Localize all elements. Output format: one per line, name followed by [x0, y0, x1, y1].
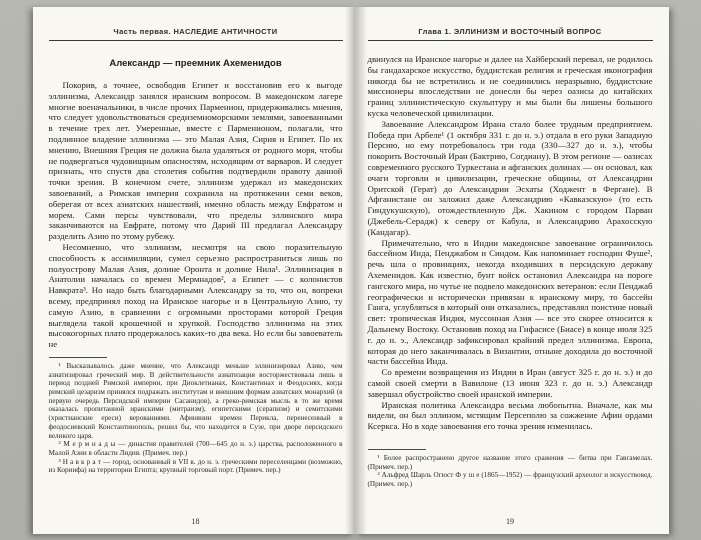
- page-number-right: 19: [506, 517, 514, 526]
- paragraph: Со времени возвращения из Индии в Иран (август 325 г. до н. э.) и до самой своей смерти в Вавилоне (13 июня 323 г. до н. э.) Александр завершал обустройство своей иранской империи.: [367, 367, 653, 399]
- footnote: ² М е р м н а д ы — династия правителей (700—645 до н. э.) царства, расположенного в Малой Азии в области Лидия. (Примеч. пер.): [48, 440, 343, 457]
- paragraph: двинулся на Иранское нагорье и далее на Хайберский перевал, не родилось бы гандахарское искусство, буддистская религия и греческая иконография никогда бы не встретились и не соединились неразрывно, буддистские миссионеры впоследствии не донесли бы через оазисы до китайских границ эллинистическую скульптуру и мы были бы лишены большого куска человеческой цивилизации.: [367, 54, 653, 118]
- paragraph: Иранская политика Александра весьма любопытна. Вначале, как мы видели, он был эллином, мстящим Персеполю за сожжение Афин ордами Ксеркса. Но в ходе завоевания его точка зрения изменилась.: [367, 399, 653, 432]
- section-title: Александр — преемник Ахеменидов: [109, 58, 282, 69]
- footnote: ¹ Более распространено другое название этого сражения — битва при Гавгамелах. (Примеч. пер.): [367, 453, 653, 471]
- paragraph: Завоевание Александром Ирана стало более трудным предприятием. Победа при Арбеле¹ (1 октября 331 г. до н. э.) отдала в его руки Западную Персию, но ему потребовалось три года (330—327 до н. э.), чтобы покорить Восточный Иран (Бактрию, Согдиану). В этом регионе — оазисах современного русского Туркестана и афганских долинах — он основал, как очаги торговли и цивилизации, греческие общины, от Александрии Оритской (Герат) до Александрии Эсхаты (Ходжент в Фергане). В Афганистане он заложил даже Александрию «Кавказскую» (то есть Гиндукушскую), отождествленную Дж. Хакином с городом Парван (Джебель-Серадж) к северу от Кабула, и Александрию Арахосскую (Кандагар).: [367, 118, 653, 237]
- left-page-footnotes: [49, 362, 343, 475]
- right-page-footnotes: [368, 454, 653, 489]
- page-number-left: 18: [191, 517, 200, 526]
- paragraph: Примечательно, что в Индии македонское завоевание ограничилось бассейном Инда, Пенджабом и Синдом. Как напоминает господин Фуше², речь шла о провинциях, некогда входивших в персидскую державу Ахеменидов. Как известно, бунт войск остановил Александра на пороге гангского мира, но чутье не подвело македонских ветеранов: если Пенджаб географически и исторически привязан к иранскому миру, то бассейн Ганга, углубляться в который они отказались, представлял поистине новый свет: тропическая Индия, муссонная Азия — все это скорее относится к Дальнему Востоку. Остановив поход на Гифасисе (Биасе) в конце июля 325 г. до н. э., Александр зафиксировал крайний предел эллинизма. Европа, которая до него заканчивалась в Византии, отныне доходила до восточной части бассейна Инда.: [367, 237, 653, 367]
- running-head-right: Глава 1. ЭЛЛИНИЗМ И ВОСТОЧНЫЙ ВОПРОС: [368, 27, 653, 41]
- left-page: [33, 7, 355, 534]
- paragraph: Несомненно, что эллинизм, несмотря на свою поразительную способность к ассимиляции, сумел серьезно распространиться лишь по полуострову Малая Азия, долине Оронта и долине Нила¹. Эллинизация в Анатолии началась со времен Мермнадов², а Египет — с колонистов Навкрата³. Но надо быть благодарными Александру за то, что он, вопреки всему, предпринял поход на Иранское нагорье и в Центральную Азию, ту самую Азию, в сравнении с огромными просторами которой Греция выглядела такой крошечной и хрупкой. Господство эллинизма на этих высокогорных плато продержалось каких-то два века. Но если бы завоеватель не: [48, 241, 343, 350]
- book-spread: [33, 7, 669, 534]
- footnote-divider: [368, 449, 426, 450]
- paragraph: Покорив, а точнее, освободив Египет и восстановив его к выгоде эллинизма, Александр занялся иранским вопросом. В македонском лагере многие военачальники, в числе прочих Парменион, придерживались мнения, что следует удовольствоваться средиземноморскими землями, завоеванными в течение трех лет. Умеренные, вместе с Парменионом, полагали, что подлинное владение эллинизма — это Малая Азия, Сирия и Египет. По их мнению, Внешняя Греция не должна была удаляться от родного моря, чтобы не подвергаться чудовищным опасностям, исходящим от варваров. И следует признать, что спустя два столетия события подтвердили правоту данной точки зрения. В конечном счете, эллинизм удержал из македонских завоеваний, а Римская империя сохранила на протяжении семи веков, оберегая от всех азиатских нашествий, именно область между Евфратом и морем. Сами персы чувствовали, что пределы эллинского мира заканчиваются на Евфрате, потому что Дарий III предлагал Александру разделить Азию по этому рубежу.: [48, 80, 343, 242]
- footnote: ¹ Высказывалось даже мнение, что Александр меньше эллинизировал Азию, чем азиатизировал греческий мир. В действительности азиатизация восторжествовала лишь в период поздней Римской империи, при Диоклетианах, Константинах и Феодосиях, когда римский цезаризм принялся подражать институтам и внешним формам азиатских монархий (в первую очередь Персидской империи Сасанидов), а греко-римская мысль в то же время оказалась пропитанной иранскими (митраизм), египетскими (серапизм) и семитскими (христианские ереси) верованиями. Афинянин времен Перикла, перенесенный в феодосиевский Константинополь, решил бы, что находится в Сузе, при дворе персидского великого царя.: [48, 361, 343, 440]
- right-page-body: [368, 54, 653, 432]
- footnote-divider: [49, 357, 107, 358]
- footnote: ³ Н а в к р а т — город, основанный в VII в. до н. э. греческими переселенцами (возможно, из Коринфа) на территории Египта; крупный торговый порт. (Примеч. пер.): [48, 457, 343, 475]
- running-head-left: Часть первая. НАСЛЕДИЕ АНТИЧНОСТИ: [49, 27, 343, 41]
- left-page-body: [49, 80, 343, 350]
- footnote: ² Альфред Шарль Огюст Ф у ш е (1865—1952) — французский археолог и искусствовед. (Примеч. пер.): [367, 471, 653, 488]
- right-page: [355, 7, 669, 534]
